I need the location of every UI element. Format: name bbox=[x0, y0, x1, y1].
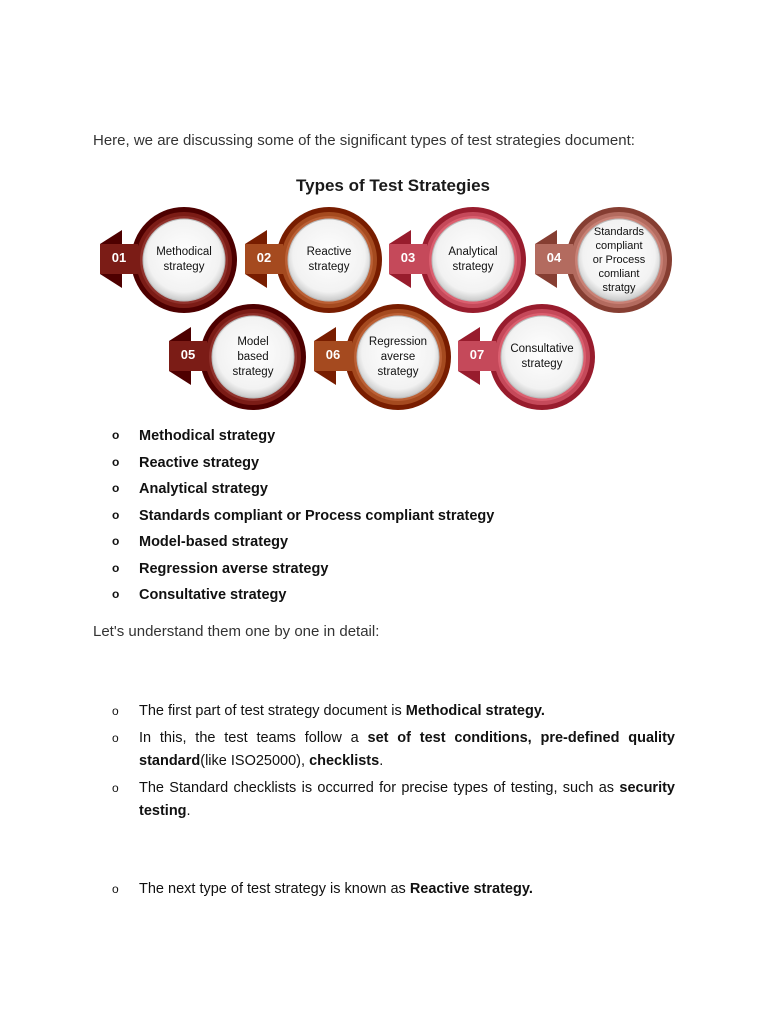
strategy-number: 07 bbox=[469, 347, 485, 362]
strategy-label: Methodical strategy bbox=[156, 246, 212, 273]
test-strategies-figure bbox=[93, 172, 693, 422]
list-item: o Regression averse strategy bbox=[112, 561, 494, 588]
text: The first part of test strategy document is bbox=[139, 703, 406, 719]
strategy-number: 04 bbox=[546, 250, 562, 265]
bold-text: checklists bbox=[309, 753, 380, 769]
strategy-number: 02 bbox=[256, 250, 272, 265]
strategy-circle-05 bbox=[165, 303, 315, 413]
list-item bbox=[112, 777, 675, 823]
list-item: o Methodical strategy bbox=[112, 428, 494, 455]
understand-paragraph: Let's understand them one by one in detail: bbox=[93, 623, 380, 640]
strategy-circle-04 bbox=[531, 206, 681, 316]
text: In this, the test teams follow a bbox=[139, 730, 368, 746]
strategy-label: Reactive strategy bbox=[306, 246, 352, 273]
list-item bbox=[112, 727, 675, 773]
strategy-number: 03 bbox=[400, 250, 416, 265]
list-item: o Model-based strategy bbox=[112, 534, 494, 561]
list-item bbox=[112, 700, 675, 723]
text: The Standard checklists is occurred for precise types of testing, such as bbox=[139, 780, 620, 796]
strategy-number: 05 bbox=[180, 347, 196, 362]
figure-title: Types of Test Strategies bbox=[296, 176, 490, 195]
methodical-detail-list bbox=[112, 700, 675, 827]
list-item: o Standards compliant or Process compliant strategy bbox=[112, 508, 494, 535]
list-item bbox=[112, 878, 675, 901]
text: . bbox=[186, 803, 191, 819]
strategy-label: Consultative strategy bbox=[510, 343, 574, 370]
list-item: o Consultative strategy bbox=[112, 587, 494, 614]
bold-text: Reactive strategy. bbox=[409, 881, 533, 897]
strategy-circle-02 bbox=[241, 206, 391, 316]
list-item: o Analytical strategy bbox=[112, 481, 494, 508]
strategy-circle-06 bbox=[310, 303, 460, 413]
strategy-label: Model based strategy bbox=[232, 335, 274, 378]
strategy-circle-01 bbox=[96, 206, 246, 316]
strategy-circle-07 bbox=[454, 303, 604, 413]
bold-text: set of test conditions, pre-defined quality standard bbox=[139, 730, 675, 769]
bold-text: Methodical strategy. bbox=[405, 703, 545, 719]
strategy-label: Standards compliant or Process comliant stratgy bbox=[592, 226, 646, 294]
strategy-label: Analytical strategy bbox=[448, 246, 498, 273]
reactive-detail-list bbox=[112, 878, 675, 905]
strategy-number: 06 bbox=[325, 347, 341, 362]
strategy-number: 01 bbox=[111, 250, 127, 265]
strategy-label: Regression averse strategy bbox=[368, 335, 428, 378]
strategy-circle-03 bbox=[385, 206, 535, 316]
intro-paragraph: Here, we are discussing some of the significant types of test strategies document: bbox=[93, 132, 635, 149]
text: The next type of test strategy is known as bbox=[139, 881, 410, 897]
strategy-list bbox=[112, 428, 494, 614]
list-item: o Reactive strategy bbox=[112, 455, 494, 482]
text: (like ISO25000), bbox=[200, 753, 310, 769]
text: . bbox=[379, 753, 384, 769]
bold-text: security testing bbox=[139, 780, 675, 819]
